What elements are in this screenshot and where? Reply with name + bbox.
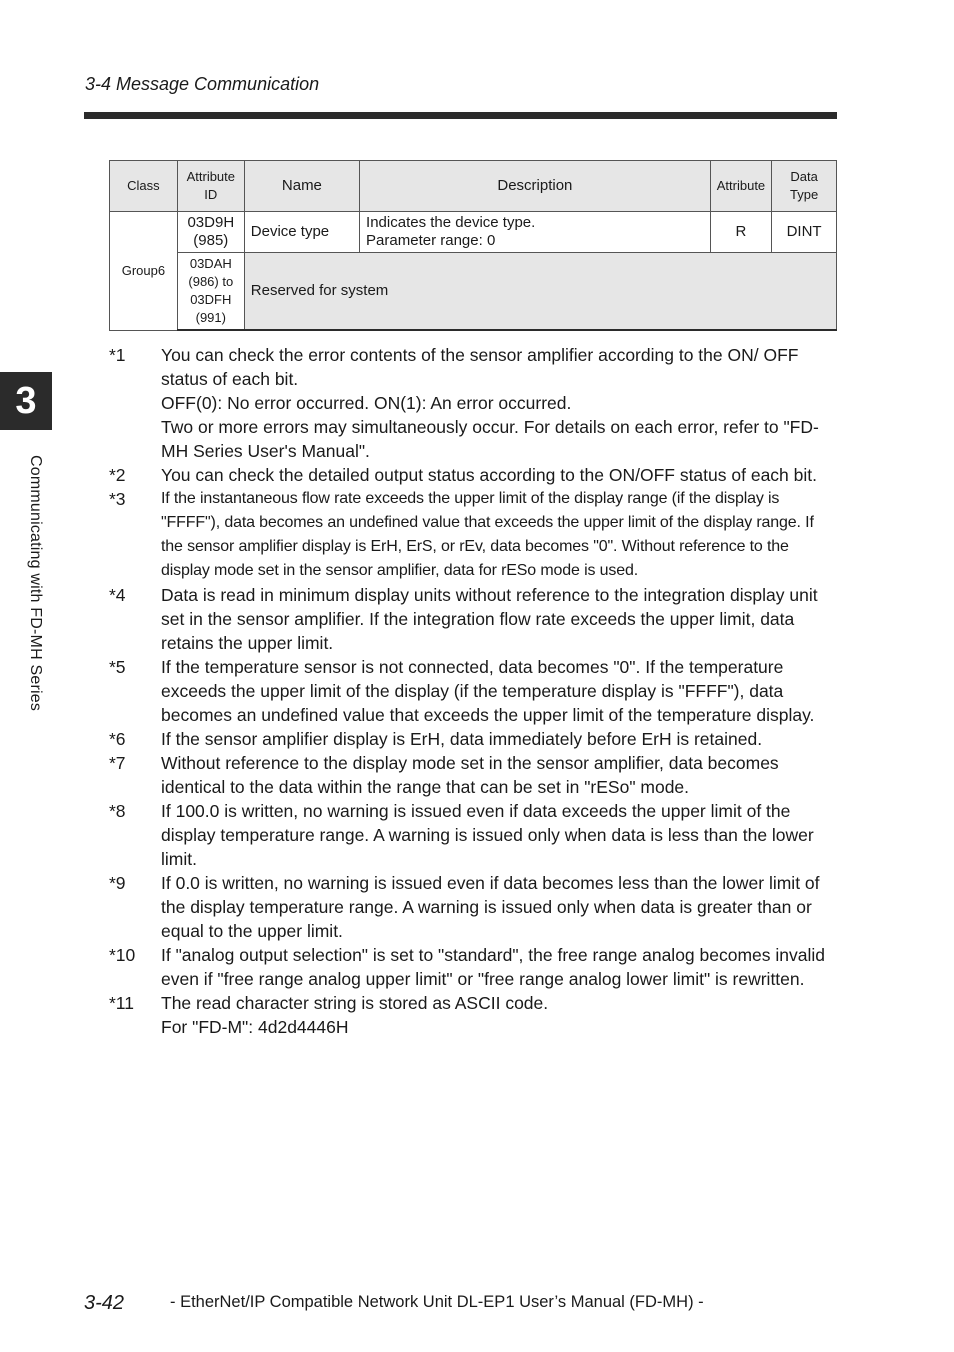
footnote-text: You can check the error contents of the sensor amplifier according to the ON/ OFF status of each bit.	[161, 345, 799, 389]
footnotes	[109, 343, 837, 1039]
attribute-table	[109, 160, 837, 331]
footnote-text: If the instantaneous flow rate exceeds the upper limit of the display range (if the display is "FFFF"), data becomes an undefined value that exceeds the upper limit of the display range. If the sensor amplifier display is ErH, ErS, or rEv, data becomes "0". Without reference to the display mode set in the sensor amplifier, data for rESo mode is used.	[161, 490, 814, 579]
header-rule	[84, 112, 837, 119]
footnote-10	[109, 943, 837, 991]
header-class: Class	[110, 161, 178, 212]
section-title: 3-4 Message Communication	[85, 74, 320, 94]
footnote-mark: *6	[109, 729, 126, 749]
header-description: Description	[360, 161, 711, 212]
footnote-mark: *9	[109, 873, 126, 893]
footnote-text: If the temperature sensor is not connected, data becomes "0". If the temperature exceeds the upper limit of the display (if the temperature display is "FFFF"), data becomes an undefined value that exceeds the upper limit of the temperature display.	[161, 657, 815, 725]
description-line: Parameter range: 0	[366, 232, 496, 249]
group-cell: Group6	[110, 212, 178, 331]
description-line: Indicates the device type.	[366, 214, 536, 231]
table-header-row	[110, 161, 837, 212]
footnote-mark: *2	[109, 465, 126, 485]
footnote-11	[109, 991, 837, 1039]
footnote-mark: *8	[109, 801, 126, 821]
id-line: 03DAH	[189, 256, 232, 271]
page-number: 3-42	[84, 1292, 125, 1314]
attribute-id-dec: (985)	[193, 232, 229, 249]
footnote-text: If the sensor amplifier display is ErH, data immediately before ErH is retained.	[161, 729, 763, 749]
footnote-text: If "analog output selection" is set to "standard", the free range analog becomes invalid even if "free range analog upper limit" or "free range analog lower limit" is rewritten.	[161, 945, 826, 989]
manual-title: - EtherNet/IP Compatible Network Unit DL-EP1 User’s Manual (FD-MH) -	[170, 1293, 704, 1311]
footnote-text: If 0.0 is written, no warning is issued even if data becomes less than the lower limit of the display temperature range. A warning is issued only when data is greater than or equal to the upper limit.	[161, 873, 820, 941]
header-attribute-id: Attribute ID	[177, 161, 244, 212]
footnote-6	[109, 727, 837, 751]
footnote-text: If 100.0 is written, no warning is issued even if data exceeds the upper limit of the display temperature range. A warning is issued only when data is less than the lower limit.	[161, 801, 814, 869]
footnote-mark: *4	[109, 585, 126, 605]
footnote-4	[109, 583, 837, 655]
footnote-text: Data is read in minimum display units without reference to the integration display unit set in the sensor amplifier. If the integration flow rate exceeds the upper limit, data retains the upper limit.	[161, 585, 818, 653]
attribute-id-cell	[177, 212, 244, 253]
footnote-2	[109, 463, 837, 487]
footnote-mark: *11	[109, 993, 134, 1013]
footnote-text: Without reference to the display mode set in the sensor amplifier, data becomes identical to the data within the range that can be set in "rESo" mode.	[161, 753, 779, 797]
footnote-mark: *10	[109, 945, 136, 965]
footnote-mark: *3	[109, 489, 126, 509]
id-line: (986) to	[188, 274, 234, 289]
footnote-text: You can check the detailed output status according to the ON/OFF status of each bit.	[161, 465, 817, 485]
id-line: 03DFH	[190, 292, 232, 307]
chapter-tab: 3	[0, 372, 52, 430]
chapter-side-label: Communicating with FD-MH Series	[27, 455, 44, 712]
table-row	[110, 212, 837, 253]
footnote-9	[109, 871, 837, 943]
attribute-cell: R	[710, 212, 771, 253]
footnote-5	[109, 655, 837, 727]
header-name: Name	[244, 161, 359, 212]
footnote-text: The read character string is stored as ASCII code.	[161, 993, 549, 1013]
reserved-cell: Reserved for system	[244, 253, 836, 331]
attribute-id-range-cell	[177, 253, 244, 331]
footnote-text: For "FD-M": 4d2d4446H	[161, 1017, 349, 1037]
header-data-type: Data Type	[772, 161, 837, 212]
attribute-id-hex: 03D9H	[187, 214, 235, 231]
footnote-mark: *1	[109, 345, 126, 365]
name-cell: Device type	[244, 212, 359, 253]
id-line: (991)	[195, 310, 226, 325]
footnote-1	[109, 343, 837, 463]
footnote-mark: *7	[109, 753, 126, 773]
table-row	[110, 253, 837, 331]
footnote-mark: *5	[109, 657, 126, 677]
footnote-7	[109, 751, 837, 799]
footnote-8	[109, 799, 837, 871]
footnote-text: Two or more errors may simultaneously occur. For details on each error, refer to "FD-MH Series User's Manual".	[161, 417, 819, 461]
footnote-text: OFF(0): No error occurred. ON(1): An error occurred.	[161, 393, 572, 413]
description-cell	[360, 212, 711, 253]
footnote-3	[109, 487, 837, 583]
header-attribute: Attribute	[710, 161, 771, 212]
data-type-cell: DINT	[772, 212, 837, 253]
